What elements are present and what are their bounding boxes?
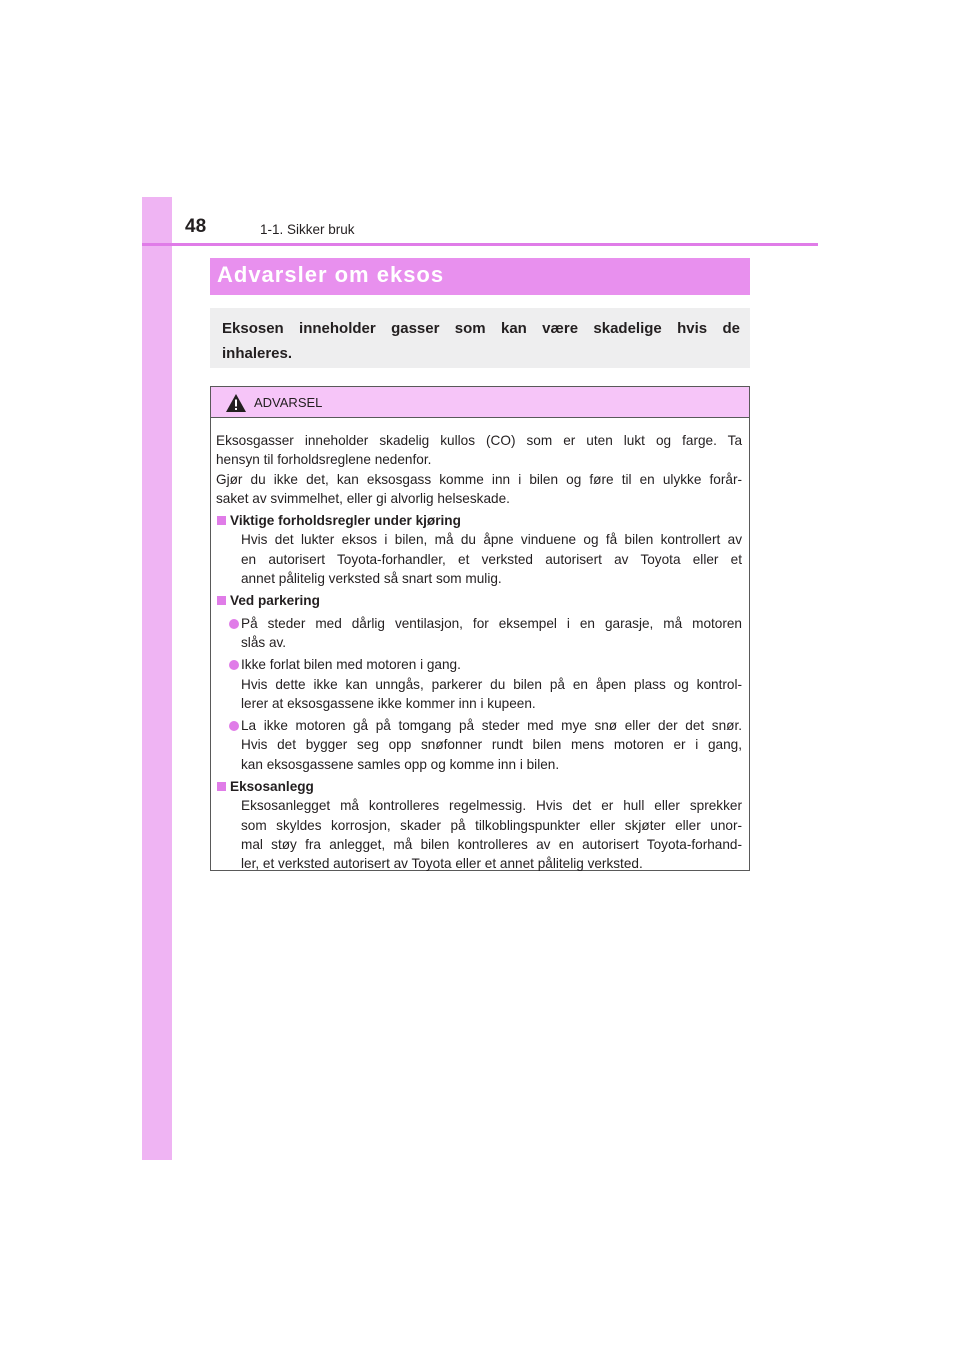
section-text: [216, 796, 742, 873]
section-heading: Ved parkering: [216, 591, 742, 610]
warning-triangle-icon: [225, 393, 247, 413]
chapter-sidebar-tab: [142, 197, 172, 1160]
text-line: annet pålitelig verksted så snart som mulig.: [241, 571, 502, 587]
list-item: [216, 716, 742, 774]
text-line: hensyn til forholdsreglene nedenfor.: [216, 452, 432, 468]
list-item: [216, 655, 742, 713]
text-line: Gjør du ikke det, kan eksosgass komme inn i bilen og føre til en ulykke forår-: [216, 471, 742, 487]
round-bullet-icon: [229, 619, 239, 629]
header-rule: [142, 243, 818, 246]
square-bullet-icon: [217, 516, 226, 525]
warning-box: [210, 386, 750, 871]
text-line: lerer at eksosgassene ikke kommer inn i kupeen.: [241, 695, 536, 711]
warning-intro: [216, 431, 742, 508]
section-heading: Eksosanlegg: [216, 777, 742, 796]
section-parking: [216, 591, 742, 774]
warning-body: [211, 418, 749, 874]
warning-label: ADVARSEL: [254, 395, 323, 410]
text-line: kan eksosgassene samles opp og komme inn i bilen.: [241, 756, 560, 772]
page-title: Advarsler om eksos: [217, 262, 445, 287]
square-bullet-icon: [217, 596, 226, 605]
warning-header: [211, 387, 749, 418]
text-line: Hvis det lukter eksos i bilen, må du åpne vinduene og få bilen kontrollert av: [241, 532, 742, 548]
text-line: Hvis dette ikke kan unngås, parkerer du bilen på en åpen plass og kontrol-: [241, 676, 742, 692]
intro-box: [210, 308, 750, 368]
text-line: Hvis det bygger seg opp snøfonner rundt bilen mens motoren er i gang,: [241, 737, 742, 753]
section-driving: [216, 511, 742, 588]
page-title-band: [210, 258, 750, 295]
section-heading: Viktige forholdsregler under kjøring: [216, 511, 742, 530]
section-label: 1-1. Sikker bruk: [260, 222, 355, 237]
text-line: På steder med dårlig ventilasjon, for eksempel i en garasje, må motoren: [241, 615, 742, 631]
text-line: som skyldes korrosjon, skader på tilkoblingspunkter eller skjøter eller unor-: [241, 817, 742, 833]
text-line: ler, et verksted autorisert av Toyota eller et annet pålitelig verksted.: [241, 856, 643, 872]
round-bullet-icon: [229, 721, 239, 731]
square-bullet-icon: [217, 782, 226, 791]
section-text: [216, 530, 742, 588]
text-line: slås av.: [241, 634, 287, 650]
list-item: [216, 614, 742, 653]
text-line: Eksosanlegget må kontrolleres regelmessig. Hvis det er hull eller sprekker: [241, 798, 742, 814]
section-exhaust-system: [216, 777, 742, 873]
text-line: mal støy fra anlegget, må bilen kontrolleres av en autorisert Toyota-forhand-: [241, 836, 742, 852]
intro-line: inhaleres.: [222, 345, 293, 362]
page-number: 48: [185, 216, 207, 237]
intro-line: Eksosen inneholder gasser som kan være skadelige hvis de: [222, 320, 740, 337]
text-line: en autorisert Toyota-forhandler, et verksted autorisert av Toyota eller et: [241, 551, 742, 567]
text-line: Ikke forlat bilen med motoren i gang.: [241, 657, 461, 673]
round-bullet-icon: [229, 660, 239, 670]
text-line: saket av svimmelhet, eller gi alvorlig helseskade.: [216, 490, 510, 506]
text-line: La ikke motoren gå på tomgang på steder med mye snø eller der det snør.: [241, 718, 742, 734]
text-line: Eksosgasser inneholder skadelig kullos (CO) som er uten lukt og farge. Ta: [216, 433, 742, 448]
